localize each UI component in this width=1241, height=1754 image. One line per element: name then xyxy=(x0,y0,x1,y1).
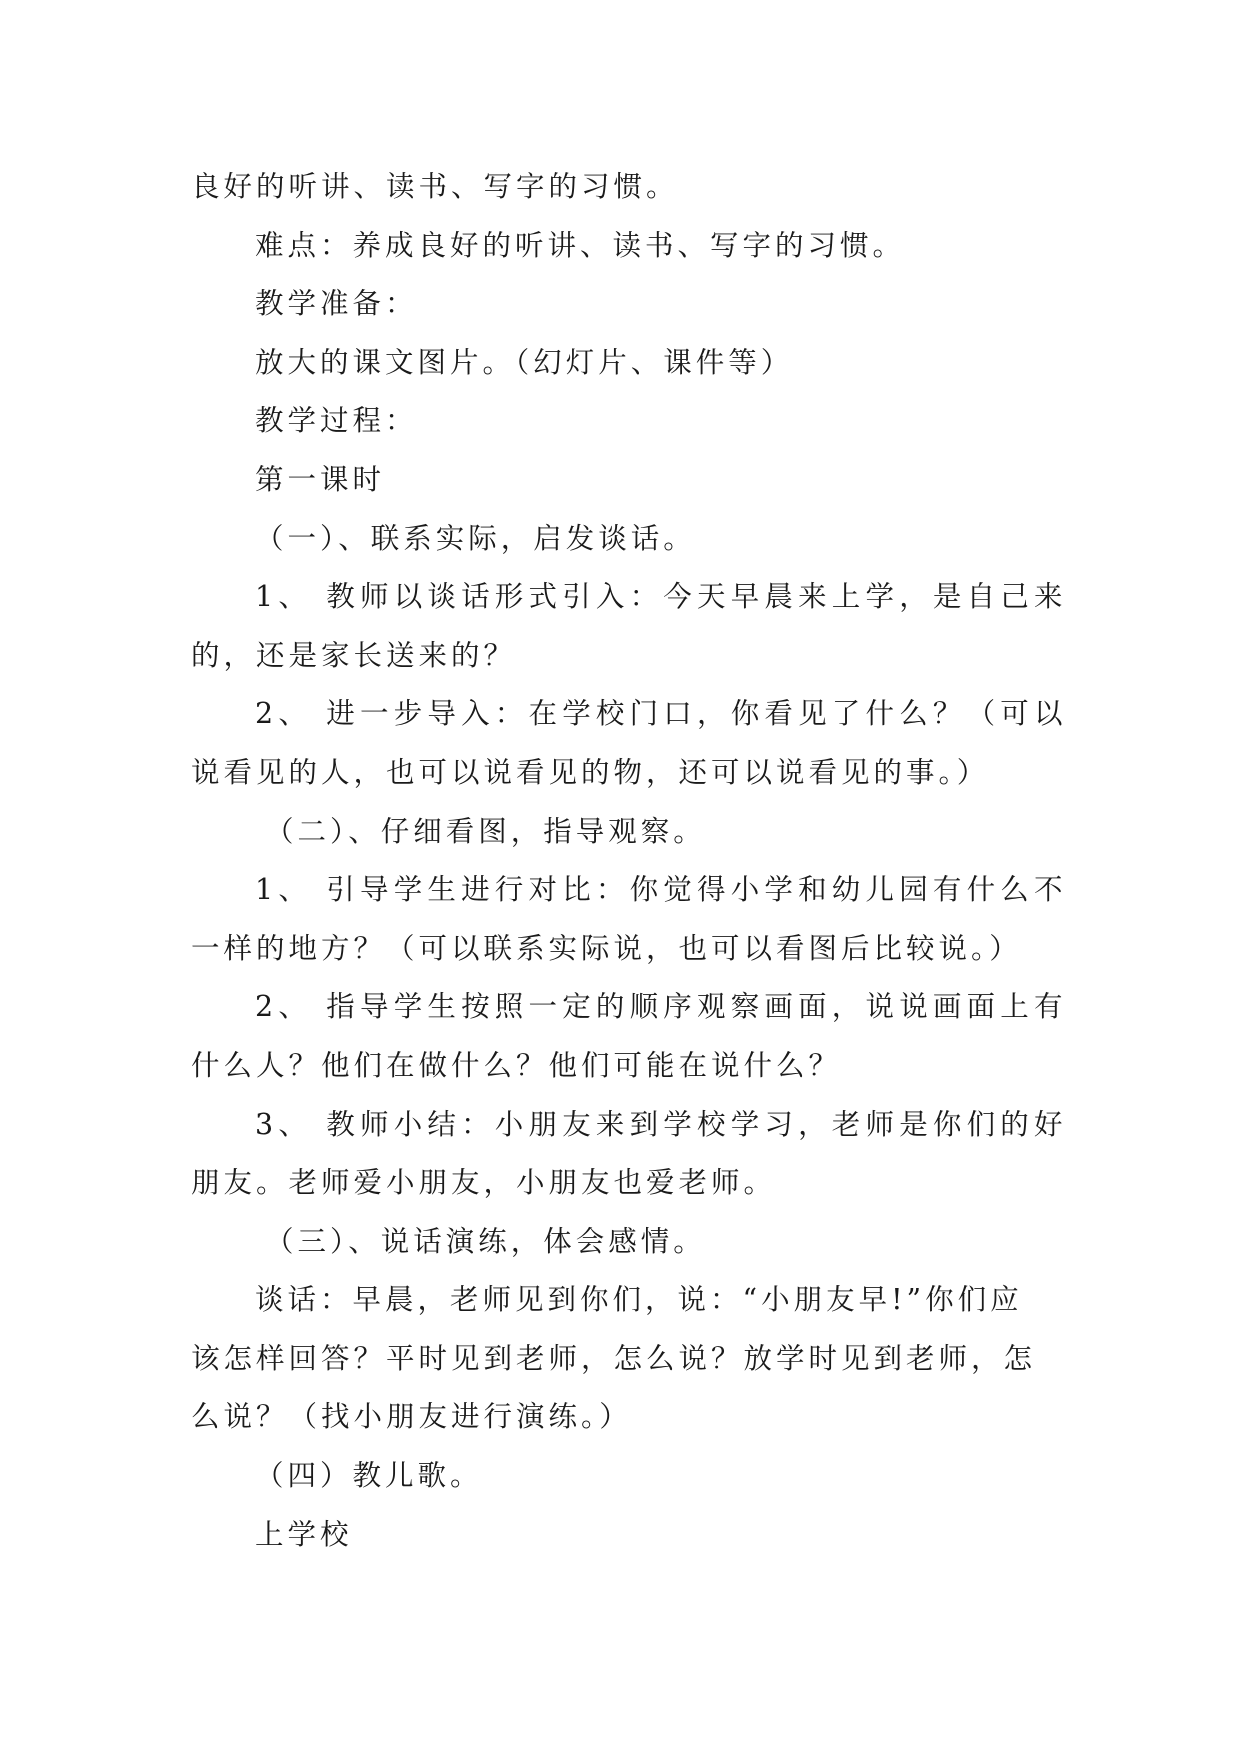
paragraph-line: 1、 教师以谈话形式引入：今天早晨来上学，是自己来 xyxy=(255,580,1068,614)
subsection-heading-1: （一）、联系实际，启发谈话。 xyxy=(255,521,696,555)
paragraph-line: 该怎样回答？平时见到老师，怎么说？放学时见到老师，怎 xyxy=(191,1341,1037,1375)
subsection-heading-2: （二）、仔细看图，指导观察。 xyxy=(265,814,706,848)
difficulty-line: 难点：养成良好的听讲、读书、写字的习惯。 xyxy=(255,228,906,262)
section-heading-process: 教学过程： xyxy=(255,404,418,438)
paragraph-line: 1、 引导学生进行对比：你觉得小学和幼儿园有什么不 xyxy=(255,873,1068,907)
paragraph-line: 说看见的人，也可以说看见的物，还可以说看见的事。） xyxy=(191,755,990,789)
paragraph-line: 2、 进一步导入：在学校门口，你看见了什么？（可以 xyxy=(255,697,1068,731)
section-heading-preparation: 教学准备： xyxy=(255,287,418,321)
paragraph-line: 良好的听讲、读书、写字的习惯。 xyxy=(191,170,679,203)
lesson-period-heading: 第一课时 xyxy=(255,462,386,496)
paragraph-line: 2、 指导学生按照一定的顺序观察画面，说说画面上有 xyxy=(255,990,1068,1024)
paragraph-line: 3、 教师小结：小朋友来到学校学习，老师是你们的好 xyxy=(255,1107,1068,1141)
paragraph-line: 朋友。老师爱小朋友，小朋友也爱老师。 xyxy=(191,1166,777,1200)
subsection-heading-3: （三）、说话演练，体会感情。 xyxy=(265,1224,706,1258)
subsection-heading-4: （四）教儿歌。 xyxy=(255,1459,483,1493)
paragraph-line: 放大的课文图片。（幻灯片、课件等） xyxy=(255,345,794,379)
paragraph-line: 一样的地方？（可以联系实际说，也可以看图后比较说。） xyxy=(191,931,1022,965)
paragraph-line: 么说？（找小朋友进行演练。） xyxy=(191,1400,632,1434)
document-body xyxy=(191,158,1068,1564)
paragraph-line: 什么人？他们在做什么？他们可能在说什么？ xyxy=(191,1048,842,1082)
paragraph-line: 谈话：早晨，老师见到你们，说：“小朋友早!”你们应 xyxy=(255,1283,1023,1317)
poem-title: 上学校 xyxy=(255,1517,353,1551)
paragraph-line: 的，还是家长送来的？ xyxy=(191,638,517,672)
